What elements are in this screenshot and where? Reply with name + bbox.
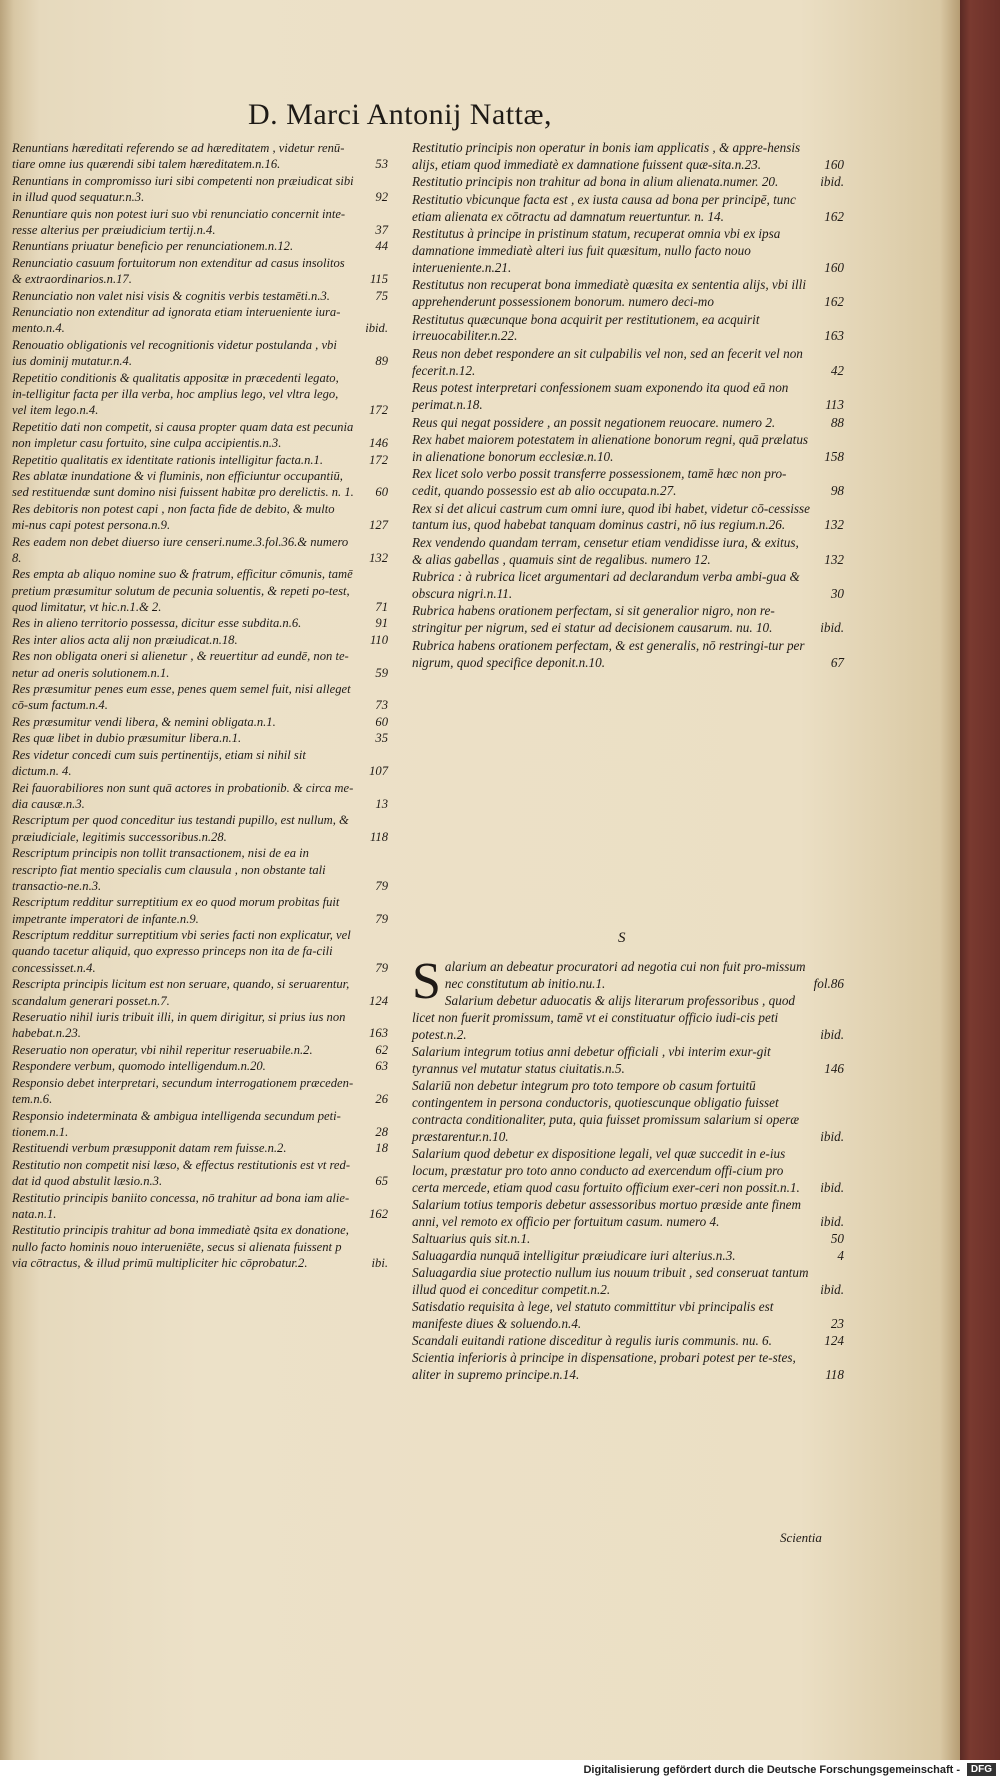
entry-page-ref: 127 (369, 518, 388, 533)
entry-text: Rex vendendo quandam terram, censetur etiam vendidisse iura, & exitus, & alias gabellas , quamuis sint de regalibus. numero 12. (412, 534, 799, 567)
entry-text: Res inter alios acta alij non præiudicat.n.18. (12, 632, 238, 647)
index-entry (12, 501, 388, 534)
entry-page-ref: 118 (370, 829, 388, 844)
index-entry (12, 173, 388, 206)
entry-page-ref: 60 (375, 714, 388, 729)
index-column-right (412, 140, 844, 672)
entry-page-ref: ibid. (820, 1214, 844, 1229)
entry-text: Reus qui negat possidere , an possit negationem reuocare. numero 2. (412, 414, 776, 430)
index-entry (412, 432, 844, 466)
index-entry (412, 603, 844, 637)
index-entry (412, 466, 844, 500)
entry-page-ref: 28 (375, 1124, 388, 1139)
drop-cap-letter: S (412, 953, 441, 1010)
entry-text: Renouatio obligationis vel recognitionis videtur postulanda , vbi ius dominij mutatur.n.4. (12, 337, 337, 369)
entry-text: Saltuarius quis sit.n.1. (412, 1231, 531, 1246)
entry-text: Rescriptum per quod conceditur ius testandi pupillo, est nullum, & præiudiciale, legitimis successoribus.n.28. (12, 813, 349, 844)
entry-page-ref: 113 (825, 397, 844, 413)
entry-page-ref: ibid. (820, 620, 844, 636)
index-entry (12, 337, 388, 370)
index-entry (412, 1196, 844, 1230)
entry-text: Renuntians hæreditati referendo se ad hæreditatem , videtur renū-tiare omne ius quærendi sibi talem hæreditatem.n.16. (12, 141, 345, 172)
entry-page-ref: ibid. (820, 1282, 844, 1297)
entry-text: Res præsumitur penes eum esse, penes quem semel fuit, nisi alleget cō-sum factum.n.4. (12, 682, 351, 713)
index-entry (412, 1349, 844, 1383)
entry-page-ref: 30 (830, 586, 844, 602)
entry-page-ref: 132 (369, 550, 388, 565)
entry-page-ref: 172 (369, 452, 388, 467)
entry-text: Restitutio non competit nisi læso, & effectus restitutionis est vt red-dat id quod abstulit læsio.n.3. (12, 1157, 351, 1189)
entry-text: Scientia inferioris à principe in dispensatione, probari potest per te-stes, aliter in supremo principe.n.14. (412, 1350, 796, 1382)
index-entry (12, 648, 388, 681)
index-entry (12, 1108, 388, 1141)
index-section-s (412, 953, 844, 1383)
index-entry (12, 845, 388, 894)
entry-page-ref: 160 (824, 156, 844, 172)
entry-text: Responsio indeterminata & ambigua intelligenda secundum peti-tionem.n.1. (12, 1108, 341, 1139)
catchword: Scientia (780, 1530, 822, 1545)
entry-page-ref: 160 (824, 259, 844, 275)
entry-page-ref: 62 (375, 1042, 388, 1057)
index-entry (12, 255, 388, 288)
index-entry (412, 1145, 844, 1196)
entry-text: Reus non debet respondere an sit culpabilis vel non, sed an fecerit vel non fecerit.n.12. (412, 345, 803, 378)
index-entry (412, 1247, 844, 1264)
entry-page-ref: 79 (375, 878, 388, 893)
entry-page-ref: 23 (830, 1316, 844, 1331)
footer-credit: Digitalisierung gefördert durch die Deutsche Forschungsgemeinschaft - (583, 1764, 960, 1776)
entry-page-ref: 60 (375, 485, 388, 500)
index-entry (12, 1222, 388, 1271)
entry-text: Restitutus à principe in pristinum statum, recuperat omnia vbi ex ipsa damnatione immediatè alteri ius fuit quæsitum, nullo facto nouo interueniente.n.21. (412, 226, 781, 275)
entry-page-ref: fol.86 (813, 976, 844, 991)
entry-page-ref: 79 (375, 960, 388, 975)
entry-page-ref: 37 (375, 222, 388, 237)
index-entry (412, 992, 844, 1043)
entry-page-ref: 91 (375, 616, 388, 631)
entry-page-ref: 53 (375, 157, 388, 172)
entry-text: Rubrica habens orationem perfectam, si sit generalior nigro, non re-stringitur per nigrum, sed ei statur ad decisionem causarum. nu. 10. (412, 603, 775, 636)
entry-page-ref: 13 (375, 797, 388, 811)
entry-page-ref: 4 (837, 1248, 844, 1263)
entry-page-ref: 124 (369, 993, 388, 1008)
entry-page-ref: 26 (375, 1092, 388, 1107)
entry-text: Rescriptum redditur surreptitium vbi series facti non explicatur, vel quando tacetur aliquid, quo expresso princeps non ita de fa-cili concessisset.n.4. (12, 928, 351, 975)
page-title: D. Marci Antonij Nattæ, (248, 98, 552, 131)
entry-text: Satisdatio requisita à lege, vel statuto committitur vbi principalis est manifeste diues & soluendo.n.4. (412, 1299, 774, 1331)
index-entry (412, 192, 844, 226)
entry-text: Renunciatio non extenditur ad ignorata etiam interueniente iura-mento.n.4. (12, 305, 341, 336)
entry-page-ref: ibi. (371, 1255, 388, 1270)
entry-text: Res præsumitur vendi libera, & nemini obligata.n.1. (12, 714, 276, 729)
entry-text: Restitutio principis trahitur ad bona immediatè q̄sita ex donatione, nullo facto hominis nouo interueniēte, secus si alienata fuissent p via cōtractus, & illud primū multipliciter hic cōprobatur.2. (12, 1223, 349, 1270)
entry-text: Rex habet maiorem potestatem in alienatione bonorum regni, quā prælatus in alienatione bonorum ecclesiæ.n.10. (412, 431, 809, 464)
entry-text: Responsio debet interpretari, secundum interrogationem præceden-tem.n.6. (12, 1075, 354, 1107)
entry-page-ref: 44 (375, 239, 388, 254)
dfg-logo: DFG (967, 1763, 996, 1776)
index-column-left (12, 140, 388, 1271)
index-entry (12, 1157, 388, 1190)
entry-page-ref: 63 (375, 1059, 388, 1074)
entry-text: Salarium quod debetur ex dispositione legali, vel quæ succedit in e-ius locum, præstatur pro toto anno conducto ad exercendum offi-cium pro certa mercede, etiam quod casu fortuito officium exer-ceri non possit.n.1. (412, 1146, 800, 1195)
entry-page-ref: 172 (369, 403, 388, 418)
index-entry (12, 452, 388, 468)
entry-page-ref: 98 (830, 483, 844, 499)
index-entry (12, 812, 388, 845)
index-entry (412, 312, 844, 346)
index-entry (412, 569, 844, 603)
index-entry (412, 415, 844, 432)
entry-text: Restitutio principis baniito concessa, nō trahitur ad bona iam alie-nata.n.1. (12, 1190, 350, 1221)
index-entry (12, 1058, 388, 1074)
digitization-footer (0, 1760, 1000, 1785)
entry-text: Saluagardia nunquā intelligitur præiudicare iuri alterius.n.3. (412, 1248, 736, 1263)
entry-page-ref: 118 (825, 1367, 844, 1382)
entry-text: Repetitio qualitatis ex identitate rationis intelligitur facta.n.1. (12, 452, 323, 467)
index-entry (412, 174, 844, 191)
entry-page-ref: 107 (369, 764, 388, 779)
entry-page-ref: 162 (824, 208, 844, 224)
book-edge (960, 0, 1000, 1760)
index-entry (12, 419, 388, 452)
entry-text: Renuntiare quis non potest iuri suo vbi renunciatio concernit inte-resse alterius per præiudicium tertij.n.4. (12, 206, 346, 237)
entry-text: Reseruatio non operatur, vbi nihil reperitur reseruabile.n.2. (12, 1042, 313, 1057)
index-entry (12, 304, 388, 337)
entry-page-ref: 132 (824, 517, 844, 533)
entry-page-ref: 59 (375, 665, 388, 680)
index-entry (412, 1264, 844, 1298)
entry-text: Rubrica : à rubrica licet argumentari ad declarandum verba ambi-gua & obscura nigri.n.11. (412, 569, 800, 602)
entry-page-ref: ibid. (820, 174, 844, 190)
index-entry (12, 615, 388, 631)
entry-text: Salarium debetur aduocatis & alijs literarum professoribus , quod licet non fuerit promissum, tamē vt ei constituatur officio iudi-cis peti potest.n.2. (412, 993, 796, 1042)
entry-text: Reseruatio nihil iuris tribuit illi, in quem dirigitur, si prius ius non habebat.n.23. (12, 1009, 346, 1041)
entry-page-ref: 50 (830, 1231, 844, 1246)
entry-text: Rescriptum redditur surreptitium ex eo quod morum probitas fuit impetrante imperatori de infante.n.9. (12, 895, 340, 926)
index-entry (12, 468, 388, 501)
entry-text: Res quæ libet in dubio præsumitur libera.n.1. (12, 731, 242, 746)
index-entry (12, 206, 388, 239)
entry-page-ref: 65 (375, 1174, 388, 1189)
entry-text: Rubrica habens orationem perfectam, & est generalis, nō restringi-tur per nigrum, quod specifice deponit.n.10. (412, 637, 805, 670)
entry-page-ref: ibid. (820, 1129, 844, 1144)
index-entry (412, 140, 844, 174)
index-entry (12, 566, 388, 615)
entry-text: Rescripta principis licitum est non seruare, quando, si seruarentur, scandalum generari posset.n.7. (12, 977, 350, 1008)
index-entry (412, 226, 844, 277)
index-entry (12, 534, 388, 567)
index-entry (412, 1043, 844, 1077)
index-entry (412, 1077, 844, 1145)
entry-page-ref: 92 (375, 190, 388, 205)
index-entry (12, 976, 388, 1009)
entry-page-ref: 132 (824, 551, 844, 567)
section-letter: S (618, 930, 626, 946)
entry-text: Res in alieno territorio possessa, dicitur esse subdita.n.6. (12, 616, 302, 631)
index-entry (12, 714, 388, 730)
entry-text: Saluagardia siue protectio nullum ius nouum tribuit , sed conseruat tantum illud quod ei conceditur competit.n.2. (412, 1265, 809, 1297)
index-entry (12, 1140, 388, 1156)
entry-text: Repetitio dati non competit, si causa propter quam data est pecunia non impletur casu fortuito, sine culpa accipientis.n.3. (12, 419, 354, 451)
index-entry (12, 288, 388, 304)
index-entry (412, 638, 844, 672)
index-entry (12, 1009, 388, 1042)
entry-text: Res non obligata oneri si alienetur , & reuertitur ad eundē, non te-netur ad oneris solutionem.n.1. (12, 649, 349, 680)
entry-text: Scandali euitandi ratione disceditur à regulis iuris communis. nu. 6. (412, 1333, 772, 1348)
entry-page-ref: 88 (830, 414, 844, 430)
entry-text: Restitutus quæcunque bona acquirit per restitutionem, ea acquirit irreuocabiliter.n.22. (412, 311, 760, 344)
entry-page-ref: 79 (375, 911, 388, 926)
index-entry (412, 1332, 844, 1349)
entry-text: Salarium totius temporis debetur assessoribus mortuo præside ante finem anni, vel remoto ex officio per fortuitum casum. numero 4. (412, 1197, 802, 1229)
entry-text: Restitutio principis non operatur in bonis iam applicatis , & appre-hensis alijs, etiam quod immediatè ex damnatione fuissent quæ-sita.n.23. (412, 140, 801, 172)
entry-text: Respondere verbum, quomodo intelligendum.n.20. (12, 1059, 266, 1074)
entry-page-ref: 163 (369, 1026, 388, 1041)
entry-text: Repetitio conditionis & qualitatis appositæ in præcedenti legato, in-telligitur facta per illa verba, hoc amplius lego, vel vltra lego, vel item lego.n.4. (12, 370, 339, 418)
entry-page-ref: ibid. (820, 1027, 844, 1042)
index-entry (12, 730, 388, 746)
entry-page-ref: 73 (375, 698, 388, 713)
index-entry (412, 346, 844, 380)
entry-text: Rex licet solo verbo possit transferre possessionem, tamē hæc non pro-cedit, quando possessio est ab alio occupata.n.27. (412, 466, 787, 499)
entry-text: Salarium integrum totius anni debetur officiali , vbi interim exur-git tyrannus vel mutatur status ciuitatis.n.5. (412, 1044, 771, 1076)
entry-page-ref: 162 (824, 294, 844, 310)
entry-text: Res ablatæ inundatione & vi fluminis, non efficiuntur occupantiū, sed restituendæ sunt domino nisi fuissent habitæ pro derelictis. n. 1. (12, 469, 354, 500)
entry-text: Restitutio vbicunque facta est , ex iusta causa ad bona per principē, tunc etiam alienata ex cōtractu ad damnatum reuertuntur. n. 14. (412, 191, 796, 224)
index-entry (412, 1298, 844, 1332)
entry-page-ref: ibid. (365, 321, 388, 336)
entry-page-ref: 110 (370, 632, 388, 647)
index-entry (412, 501, 844, 535)
entry-page-ref: 89 (375, 354, 388, 369)
index-entry (12, 927, 388, 976)
entry-text: Res eadem non debet diuerso iure censeri.nume.3.fol.36.& numero 8. (12, 534, 349, 565)
entry-text: alarium an debeatur procuratori ad negotia cui non fuit pro-missum nec constitutum ab initio.nu.1. (444, 959, 806, 991)
index-entry (12, 370, 388, 419)
entry-text: Renuntians in compromisso iuri sibi competenti non præiudicat sibi in illud quod sequatur.n.3. (12, 173, 354, 205)
index-entry (12, 681, 388, 714)
entry-page-ref: 146 (824, 1061, 844, 1076)
entry-page-ref: 115 (370, 272, 388, 287)
entry-page-ref: 67 (830, 654, 844, 670)
index-entry (12, 1042, 388, 1058)
entry-page-ref: ibid. (820, 1180, 844, 1195)
index-entry (12, 1190, 388, 1223)
entry-text: Res debitoris non potest capi , non facta fide de debito, & multo mi-nus capi potest persona.n.9. (12, 501, 335, 533)
entry-text: Reus potest interpretari confessionem suam exponendo ita quod eā non perimat.n.18. (412, 380, 789, 413)
entry-text: Rescriptum principis non tollit transactionem, nisi de ea in rescripto fiat mentio specialis cum clausula , non obstante tali transactio-ne.n.3. (12, 846, 326, 893)
entry-page-ref: 163 (824, 328, 844, 344)
index-entry (412, 1230, 844, 1247)
entry-page-ref: 124 (824, 1333, 844, 1348)
entry-text: Restitutus non recuperat bona immediatè quæsita ex sententia alijs, vbi illi apprehenderunt possessionem bonorum. numero deci-mo (412, 277, 806, 310)
entry-page-ref: 146 (369, 436, 388, 451)
entry-page-ref: 42 (830, 362, 844, 378)
index-entry (12, 894, 388, 927)
entry-text: Salariū non debetur integrum pro toto tempore ob casum fortuitū contingentem in persona conductoris, quotiescunque obligatio fuisset contracta conditionaliter, puta, quia fuisset promissum salarium si operæ præstarentur.n.10. (412, 1078, 800, 1144)
index-entry (12, 1075, 388, 1108)
entry-page-ref: 35 (375, 731, 388, 746)
entry-page-ref: 158 (824, 448, 844, 464)
index-entry (412, 958, 844, 992)
entry-text: Restituendi verbum præsupponit datam rem fuisse.n.2. (12, 1141, 287, 1156)
entry-text: Rex si det alicui castrum cum omni iure, quod ibi habet, videtur cō-cessisse tantum ius, quod habebat tanquam dominus castri, nō ius regium.n.26. (412, 500, 810, 533)
entry-text: Rei fauorabiliores non sunt quā actores in probationib. & circa me-dia causæ.n.3. (12, 780, 354, 811)
index-entry (12, 780, 388, 813)
entry-page-ref: 162 (369, 1206, 388, 1221)
index-entry (12, 747, 388, 780)
index-entry (12, 632, 388, 648)
entry-page-ref: 71 (375, 599, 388, 614)
index-entry (12, 140, 388, 173)
entry-text: Restitutio principis non trahitur ad bona in alium alienata.numer. 20. (412, 174, 779, 190)
index-entry (412, 380, 844, 414)
index-entry (12, 238, 388, 254)
entry-text: Res empta ab aliquo nomine suo & fratrum, efficitur cōmunis, tamē pretium præsumitur solutum de pecunia soluentis, & repeti po-test, quod limitatur, vt hic.n.1.& 2. (12, 567, 353, 614)
entry-text: Renunciatio non valet nisi visis & cognitis verbis testamēti.n.3. (12, 288, 330, 303)
entry-text: Renuntians priuatur beneficio per renunciationem.n.12. (12, 239, 294, 254)
index-entry (412, 535, 844, 569)
entry-page-ref: 75 (375, 288, 388, 303)
entry-text: Res videtur concedi cum suis pertinentijs, etiam si nihil sit dictum.n. 4. (12, 747, 306, 779)
entry-text: Renunciatio casuum fortuitorum non extenditur ad casus insolitos & extraordinarios.n.17. (12, 255, 345, 287)
entry-page-ref: 18 (375, 1141, 388, 1156)
index-entry (412, 277, 844, 311)
